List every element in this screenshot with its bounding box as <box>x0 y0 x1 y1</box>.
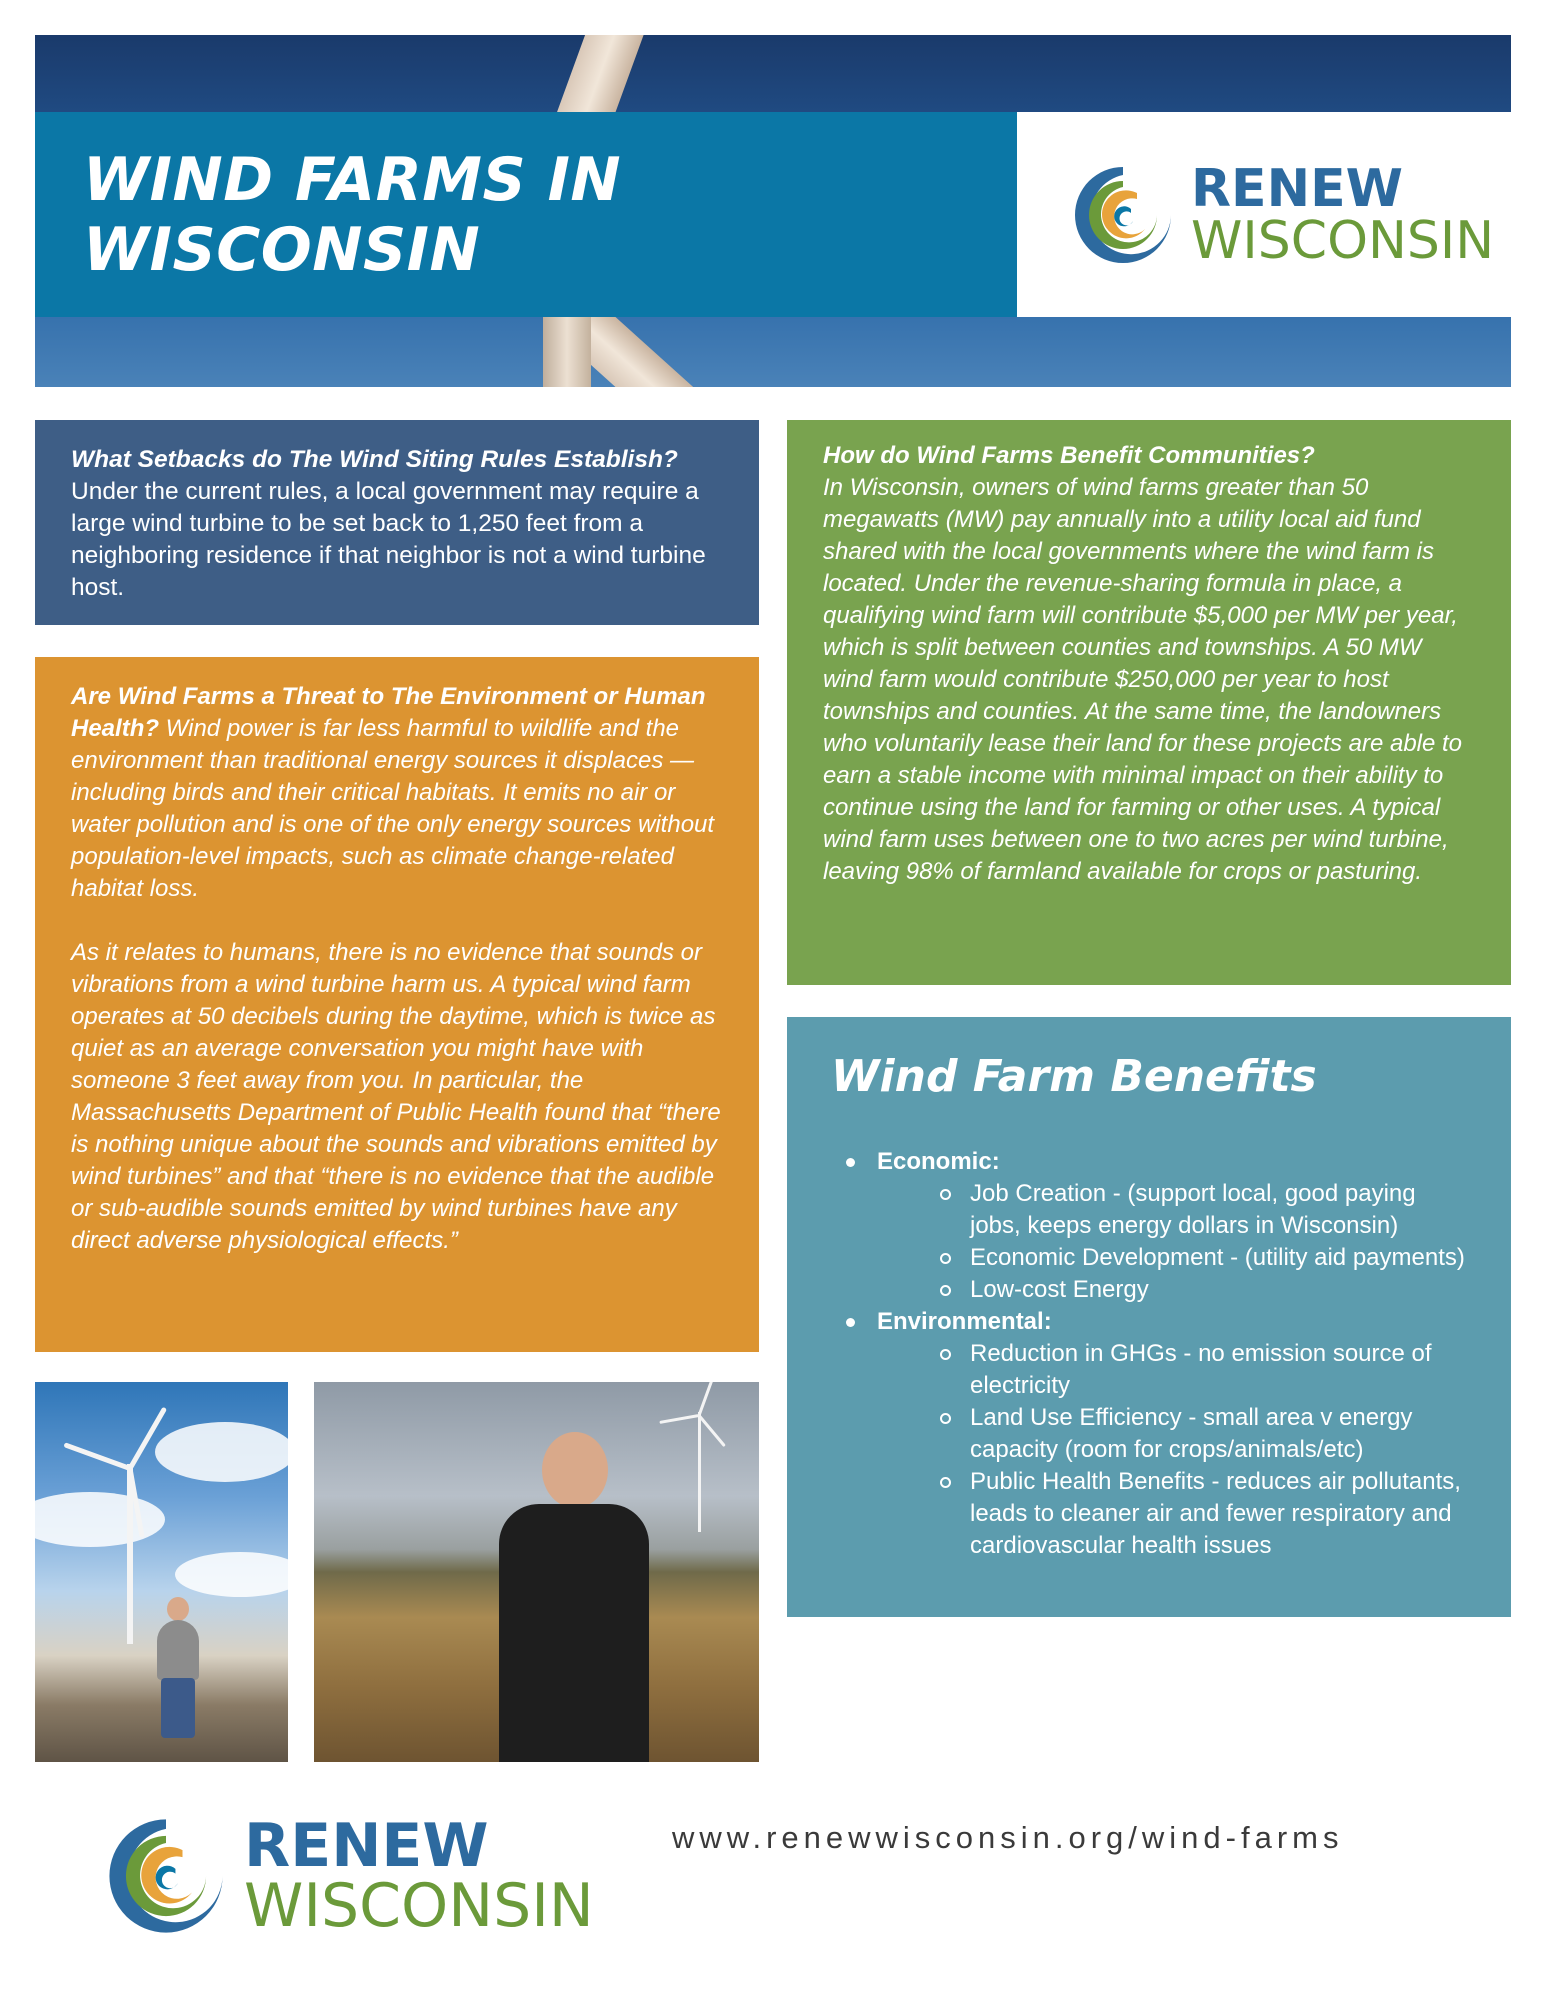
list-item: Job Creation - (support local, good paying jobs, keeps energy dollars in Wisconsin) <box>877 1178 1467 1242</box>
turbine-blade <box>659 1414 699 1424</box>
category-label: Environmental: <box>877 1308 1052 1335</box>
photo-farmer-cornfield <box>314 1382 759 1762</box>
list-item: Reduction in GHGs - no emission source of electricity <box>877 1338 1467 1402</box>
benefits-title: Wind Farm Benefits <box>831 1051 1317 1102</box>
logo-text-renew: RENEW <box>244 1811 489 1881</box>
list-item: Economic Development - (utility aid payments) <box>877 1242 1467 1274</box>
footer-website-url: www.renewwisconsin.org/wind-farms <box>672 1820 1344 1855</box>
environmental-items <box>877 1338 1467 1562</box>
threat-panel <box>35 657 759 1352</box>
benefit-category-economic <box>831 1146 1467 1306</box>
page-title: WIND FARMS IN WISCONSIN <box>83 144 622 285</box>
title-bar <box>35 112 1017 317</box>
header-banner <box>35 35 1511 387</box>
setbacks-panel <box>35 420 759 625</box>
turbine-blade <box>698 1382 714 1416</box>
logo-text-wisconsin: WISCONSIN <box>244 1871 594 1941</box>
community-answer: In Wisconsin, owners of wind farms greater than 50 megawatts (MW) pay annually into a utility local aid fund shared with the local governments where the wind farm is located. Under the revenue-sharing formula in place, a qualifying wind farm will contribute $5,000 per MW per year, which is split between counties and townships. A 50 MW wind farm would contribute $250,000 per year to host townships and counties. At the same time, the landowners who voluntarily lease their land for these projects are able to earn a stable income with minimal impact on their ability to continue using the land for farming or other uses. A typical wind farm uses between one to two acres per wind turbine, leaving 98% of farmland available for crops or pasturing. <box>823 474 1463 885</box>
list-item: Land Use Efficiency - small area v energy capacity (room for crops/animals/etc) <box>877 1402 1467 1466</box>
threat-answer-1: Wind power is far less harmful to wildlife and the environment than traditional energy sources it displaces — including birds and their critical habitats. It emits no air or water pollution and is one of the only energy sources without population-level impacts, such as climate change-related habitat loss. <box>71 715 715 902</box>
threat-answer-2: As it relates to humans, there is no evidence that sounds or vibrations from a wind turbine harm us. A typical wind farm operates at 50 decibels during the daytime, which is twice as quiet as an average conversation you might have with someone 3 feet away from you. In particular, the Massachusetts Department of Public Health found that “there is nothing unique about the sounds and vibrations emitted by wind turbines” and that “there is no evidence that the audible or sub-audible sounds emitted by wind turbines have any direct adverse physiological effects.” <box>71 939 721 1254</box>
renew-wisconsin-logo <box>1067 159 1494 271</box>
cloud-shape <box>35 1492 165 1547</box>
threat-question: Are Wind Farms a Threat to The Environment or Human Health? <box>71 683 706 742</box>
turbine-tower-image <box>543 310 591 387</box>
setbacks-text <box>71 444 723 604</box>
cloud-shape <box>155 1422 288 1482</box>
benefits-panel <box>787 1017 1511 1617</box>
benefits-list <box>831 1146 1467 1562</box>
person-jeans <box>161 1678 195 1738</box>
list-item: Public Health Benefits - reduces air pollutants, leads to cleaner air and fewer respiratory and cardiovascular health issues <box>877 1466 1467 1562</box>
setbacks-answer: Under the current rules, a local government may require a large wind turbine to be set back to 1,250 feet from a neighboring residence if that neighbor is not a wind turbine host. <box>71 478 706 601</box>
person-polo-shirt <box>499 1504 649 1762</box>
cloud-shape <box>175 1552 288 1597</box>
turbine-blade <box>63 1442 130 1471</box>
footer-logo <box>100 1810 594 1942</box>
community-question: How do Wind Farms Benefit Communities? <box>823 442 1315 469</box>
header-logo-box <box>1017 112 1511 317</box>
logo-text-renew: RENEW <box>1191 158 1403 219</box>
person-head <box>542 1432 608 1508</box>
setbacks-question: What Setbacks do The Wind Siting Rules Establish? <box>71 446 678 473</box>
turbine-pole <box>698 1412 701 1532</box>
turbine-blade <box>698 1415 726 1448</box>
threat-text-1 <box>71 681 723 905</box>
economic-items <box>877 1178 1467 1306</box>
community-panel <box>787 420 1511 985</box>
logo-text-wisconsin: WISCONSIN <box>1191 210 1495 271</box>
person-head <box>167 1597 189 1621</box>
list-item: Low-cost Energy <box>877 1274 1467 1306</box>
person-shirt <box>157 1620 199 1680</box>
logo-swirl-icon <box>100 1810 232 1942</box>
photo-farmer-turbine <box>35 1382 288 1762</box>
category-label: Economic: <box>877 1148 1000 1175</box>
logo-swirl-icon <box>1067 159 1179 271</box>
renew-wisconsin-logo <box>100 1810 594 1942</box>
benefit-category-environmental <box>831 1306 1467 1562</box>
community-text <box>823 440 1475 888</box>
